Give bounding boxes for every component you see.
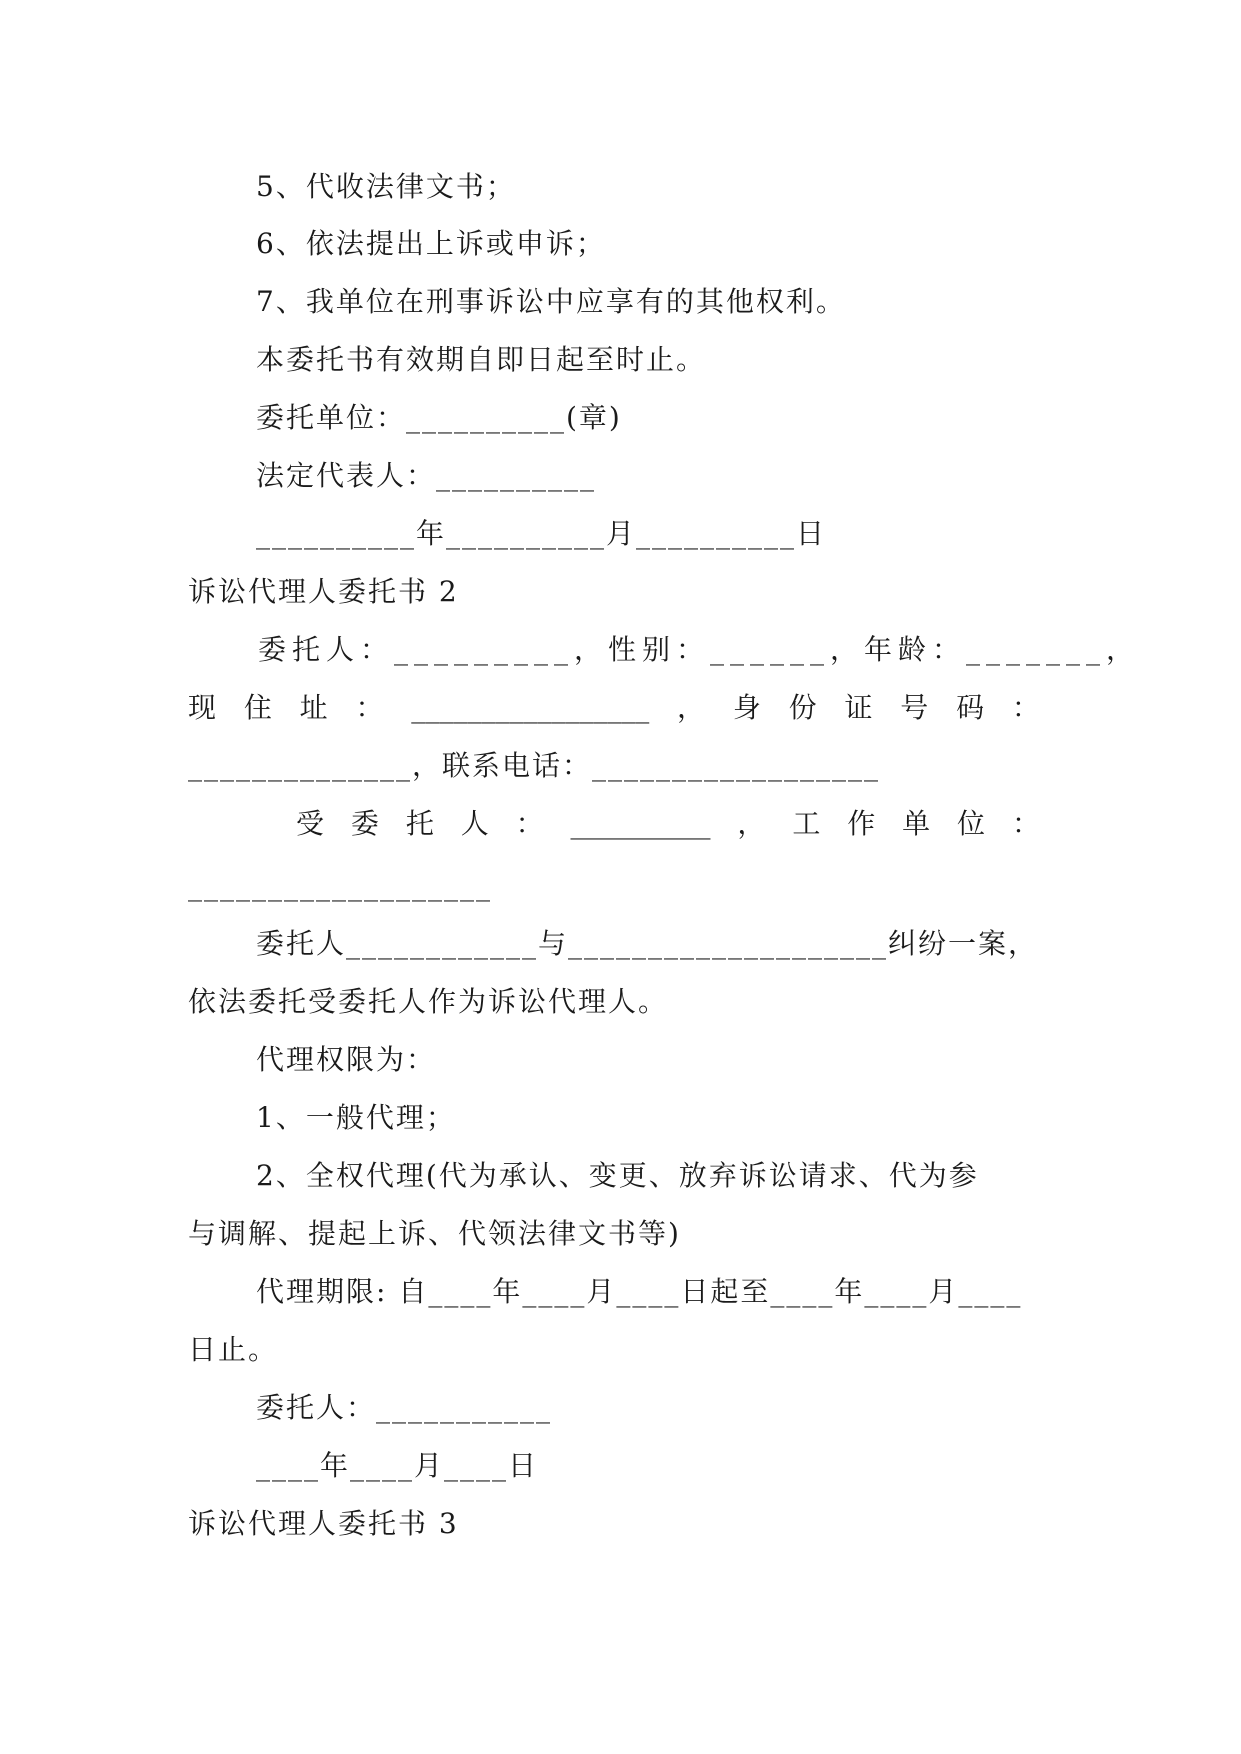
entrust-statement: 依法委托受委托人作为诉讼代理人。	[188, 985, 669, 1018]
authority-2: 2、全权代理(代为承认、变更、放弃诉讼请求、代为参	[256, 1159, 979, 1192]
clause-5: 5、代收法律文书；	[256, 170, 516, 203]
entrusting-unit-field: 委托单位：__________(章)	[256, 401, 622, 434]
legal-representative-field: 法定代表人：__________	[256, 459, 597, 492]
principal-signature-field: 委托人：___________	[256, 1391, 553, 1424]
authority-heading: 代理权限为：	[256, 1043, 437, 1076]
date-line: __________年__________月__________日	[256, 517, 827, 550]
clause-7: 7、我单位在刑事诉讼中应享有的其他权利。	[256, 285, 846, 318]
authority-2-continued: 与调解、提起上诉、代领法律文书等)	[188, 1217, 681, 1250]
section-heading-2: 诉讼代理人委托书 2	[188, 575, 459, 608]
phone-line: ______________，联系电话：__________________	[188, 749, 881, 782]
agent-info-line: 受 委 托 人 ： __________ ， 工 作 单 位 ：	[296, 807, 1040, 840]
authority-1: 1、一般代理；	[256, 1101, 456, 1134]
agency-period-line: 代理期限: 自____年____月____日起至____年____月____	[256, 1275, 1023, 1308]
address-id-line: 现 住 址 ： _________________ ， 身 份 证 号 码 ：	[188, 691, 1040, 724]
section-heading-3: 诉讼代理人委托书 3	[188, 1507, 459, 1540]
agency-period-end: 日止。	[188, 1333, 279, 1366]
dispute-line: 委托人____________与____________________纠纷一案，	[256, 927, 1039, 960]
clause-6: 6、依法提出上诉或申诉；	[256, 227, 606, 260]
work-unit-blank: ___________________	[188, 869, 492, 902]
principal-info-line: 委托人：_________，性别：______，年龄：_______，	[258, 633, 1141, 666]
signature-date-line: ____年____月____日	[256, 1449, 539, 1482]
validity-statement: 本委托书有效期自即日起至时止。	[256, 343, 707, 376]
